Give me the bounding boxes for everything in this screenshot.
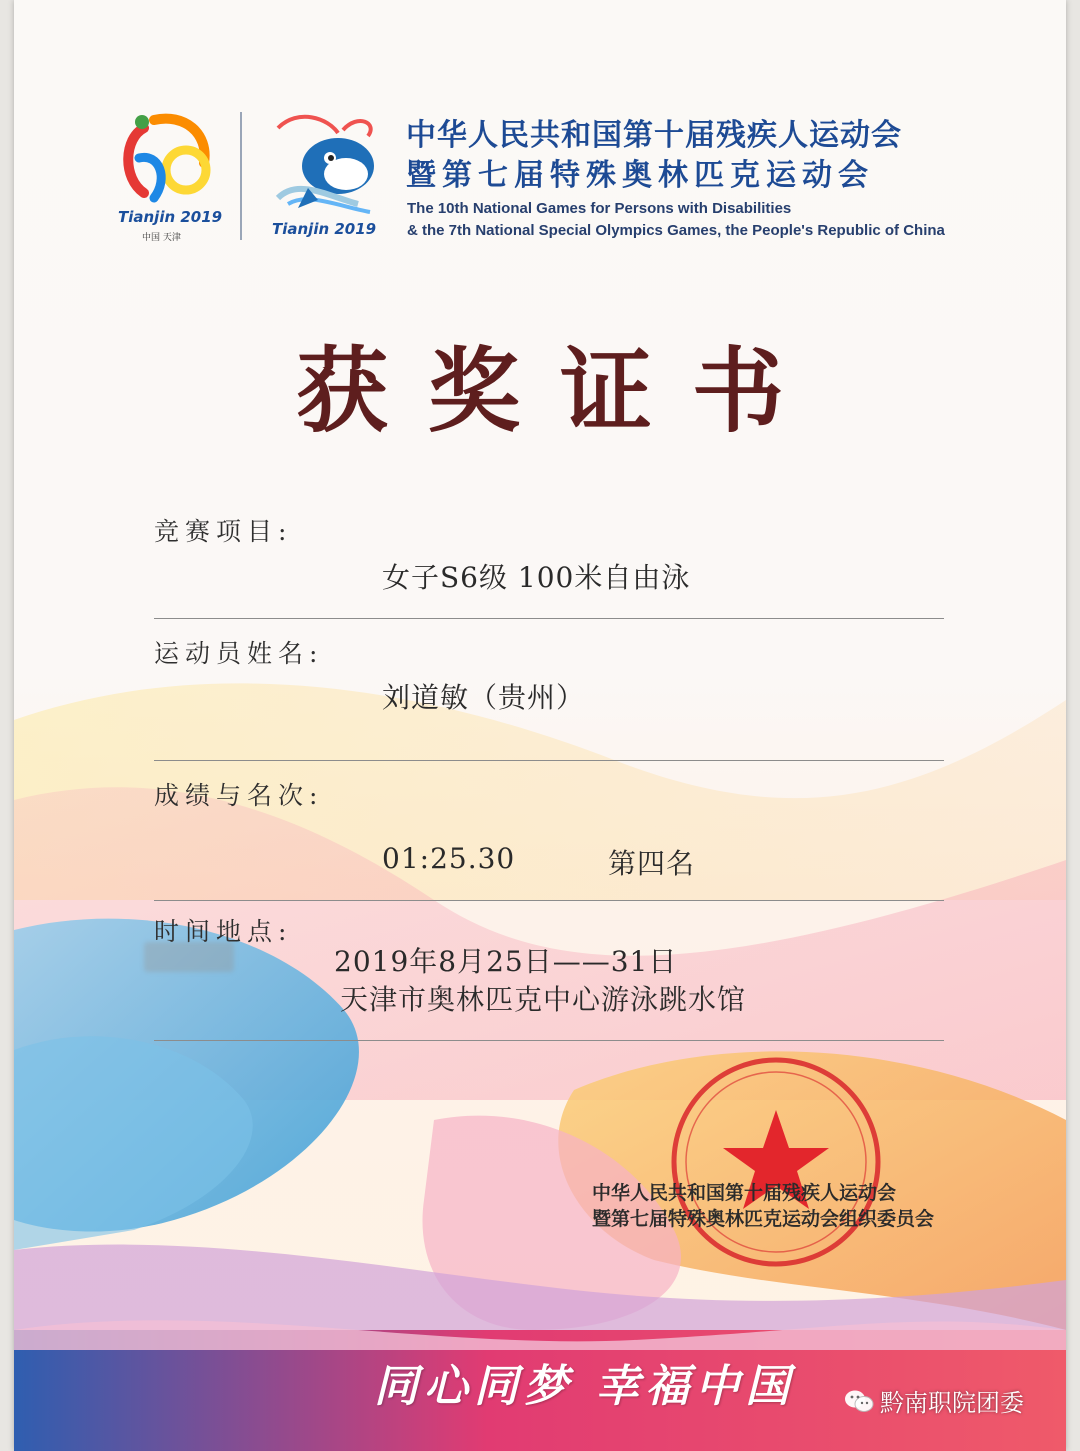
games-logo-caption: Tianjin 2019	[118, 208, 223, 226]
result-label: 成绩与名次:	[154, 781, 324, 810]
venue-value: 天津市奥林匹克中心游泳跳水馆	[340, 983, 747, 1016]
watermark-text: 黔南职院团委	[880, 1389, 1024, 1417]
event-value: 女子S6级 100米自由泳	[382, 561, 691, 594]
organizer-cn-line1: 中华人民共和国第十届残疾人运动会	[406, 118, 902, 153]
date-value: 2019年8月25日——31日	[334, 945, 678, 978]
rank-value: 第四名	[608, 847, 696, 880]
organizer-en-line1: The 10th National Games for Persons with Disabilities	[407, 200, 792, 217]
games-emblem-icon	[114, 108, 232, 208]
certificate-page	[14, 0, 1066, 1451]
event-rule	[154, 618, 944, 619]
redacted-area	[144, 942, 234, 972]
mascot-logo-caption: Tianjin 2019	[272, 220, 377, 238]
signature-line2: 暨第七届特殊奥林匹克运动会组织委员会	[592, 1208, 935, 1230]
signature-line1: 中华人民共和国第十届残疾人运动会	[592, 1182, 897, 1204]
mascot-logo	[258, 108, 398, 243]
wechat-icon	[844, 1388, 874, 1414]
datetime-label: 时间地点:	[154, 917, 293, 946]
organizer-cn-line2: 暨第七届特殊奥林匹克运动会	[406, 158, 874, 193]
games-logo	[114, 108, 232, 243]
dolphin-mascot-icon	[258, 108, 398, 220]
organizer-en-line2: & the 7th National Special Olympics Games, the People's Republic of China	[407, 222, 945, 239]
athlete-value: 刘道敏（贵州）	[382, 681, 586, 714]
athlete-rule	[154, 760, 944, 761]
athlete-label: 运动员姓名:	[154, 639, 324, 668]
event-label: 竞赛项目:	[154, 517, 293, 546]
datetime-rule	[154, 1040, 944, 1041]
watermark	[844, 1383, 1024, 1418]
logo-divider	[240, 112, 242, 240]
time-value: 01:25.30	[382, 842, 516, 875]
games-logo-sub: 中国 天津	[142, 233, 181, 243]
certificate-title: 获奖证书	[295, 338, 824, 445]
slogan: 同心同梦 幸福中国	[374, 1361, 796, 1412]
result-rule	[154, 900, 944, 901]
official-seal-icon	[666, 1052, 886, 1272]
